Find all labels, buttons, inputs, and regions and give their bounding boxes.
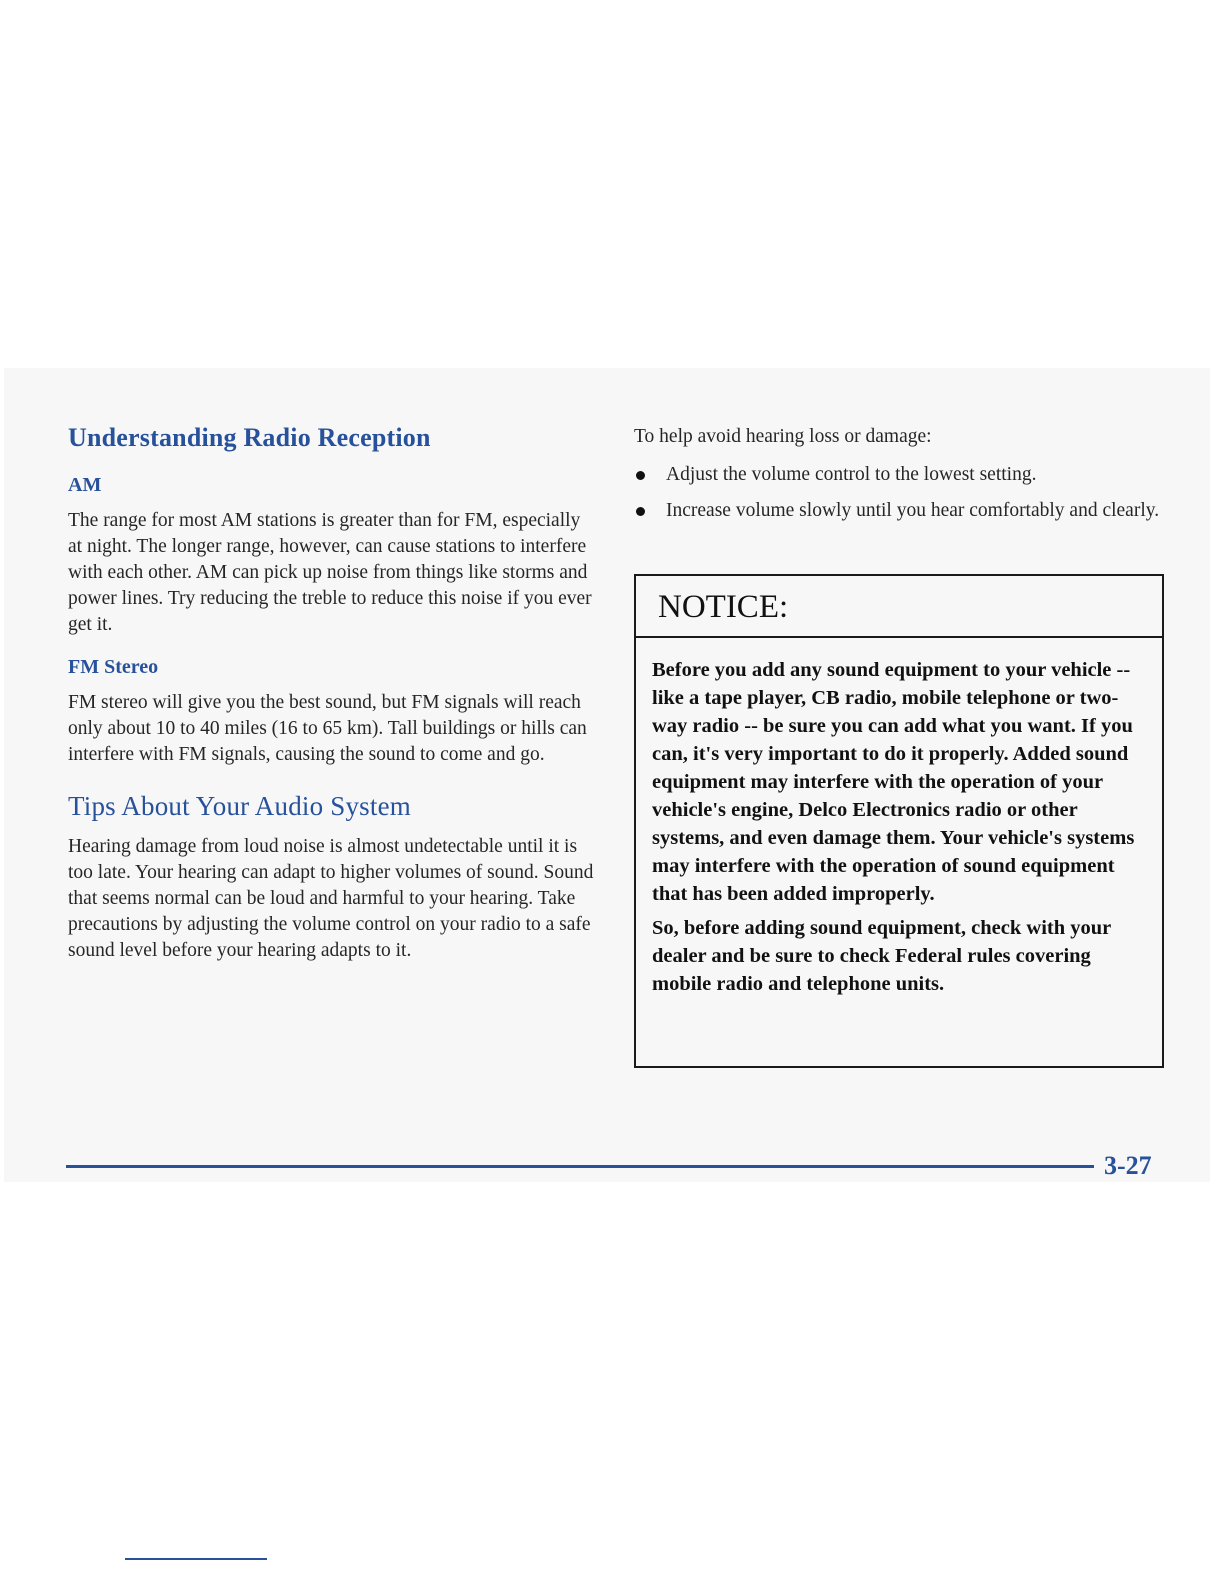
bullet-icon <box>636 507 645 516</box>
subheading-fm-stereo: FM Stereo <box>68 656 159 678</box>
am-paragraph: The range for most AM stations is greater than for FM, especially at night. The longer range, however, can cause stations to interfere with each other. AM can pick up noise from things like storms and power lines. Try reducing the treble to reduce this noise if you ever get it. <box>68 510 592 635</box>
subheading-am: AM <box>68 474 102 496</box>
right-column <box>634 424 1174 534</box>
hearing-intro: To help avoid hearing loss or damage: <box>634 426 932 447</box>
list-item <box>634 498 1174 524</box>
notice-title: NOTICE: <box>636 576 1162 638</box>
bullet-text: Increase volume slowly until you hear comfortably and clearly. <box>666 500 1160 521</box>
notice-paragraph-1: Before you add any sound equipment to your vehicle -- like a tape player, CB radio, mobile telephone or two-way radio -- be sure you can add what you want. If you can, it's very important to do it properly. Added sound equipment may interfere with the operation of your vehicle's engine, Delco Electronics radio or other systems, and even damage them. Your vehicle's systems may interfere with the operation of sound equipment that has been added improperly. <box>652 659 1135 905</box>
list-item <box>634 462 1174 488</box>
bullet-icon <box>636 471 645 480</box>
section-title-radio-reception: Understanding Radio Reception <box>68 423 431 452</box>
tips-paragraph: Hearing damage from loud noise is almost undetectable until it is too late. Your hearing can adapt to higher volumes of sound. Sound that seems normal can be loud and harmful to your hearing. Take precautions by adjusting the volume control on your radio to a safe sound level before your hearing adapts to it. <box>68 836 594 961</box>
bullet-text: Adjust the volume control to the lowest setting. <box>666 464 1037 485</box>
bottom-rule-mark <box>125 1558 267 1560</box>
page-number: 3-27 <box>1104 1151 1152 1180</box>
notice-paragraph-2: So, before adding sound equipment, check with your dealer and be sure to check Federal rules covering mobile radio and telephone units. <box>652 917 1111 995</box>
notice-box <box>634 574 1164 1068</box>
left-column <box>68 420 598 964</box>
fm-paragraph: FM stereo will give you the best sound, but FM signals will reach only about 10 to 40 miles (16 to 65 km). Tall buildings or hills can interfere with FM signals, causing the sound to come and go. <box>68 692 587 765</box>
hearing-bullet-list <box>634 462 1174 524</box>
notice-body <box>636 638 1162 998</box>
section-title-audio-tips: Tips About Your Audio System <box>68 791 411 821</box>
footer-rule <box>66 1165 1094 1168</box>
